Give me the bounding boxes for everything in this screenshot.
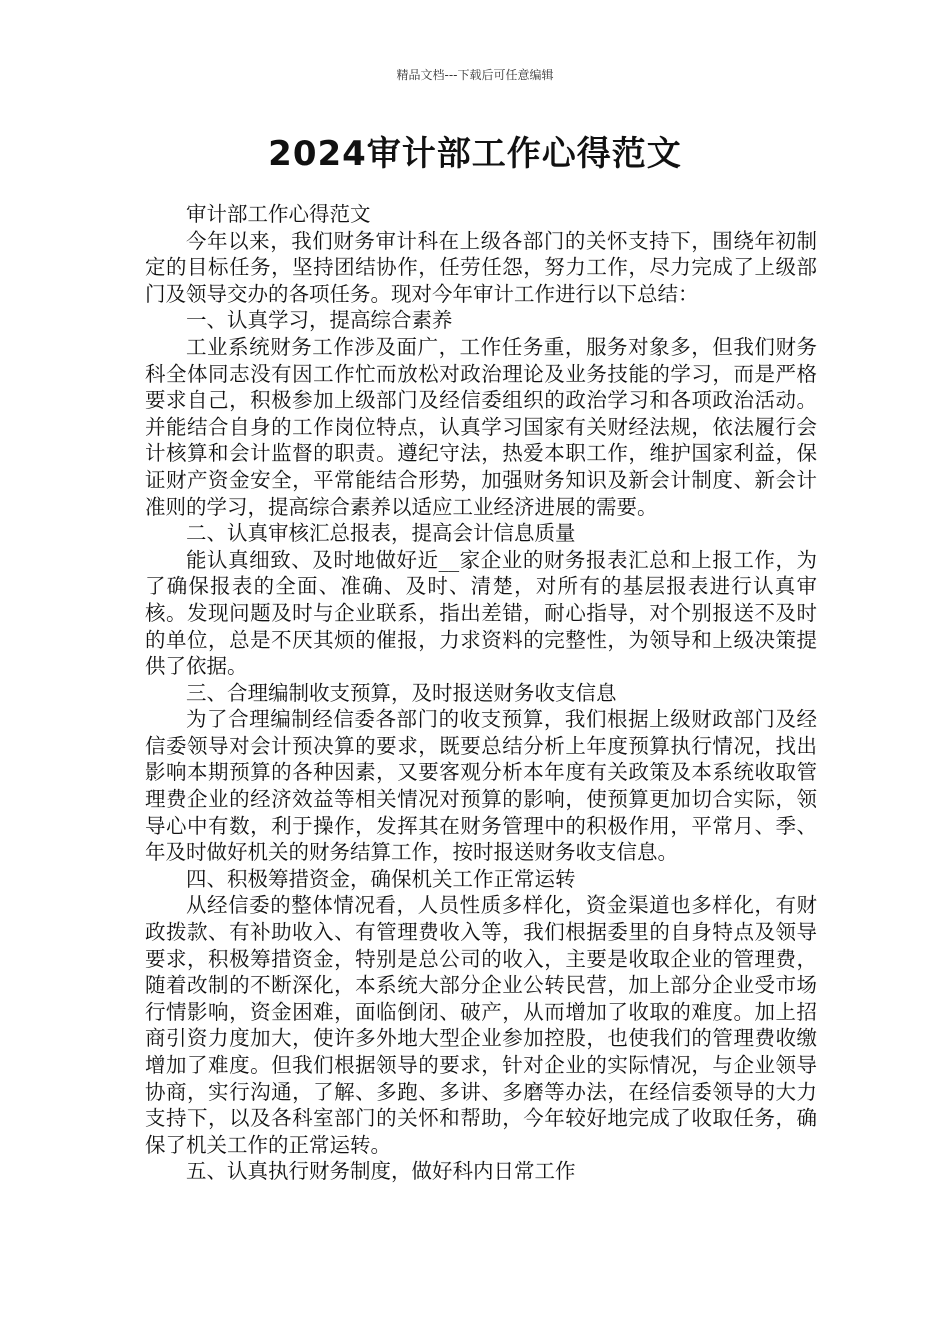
section-heading-5: 五、认真执行财务制度，做好科内日常工作: [186, 1159, 576, 1184]
page-title: 2024审计部工作心得范文: [268, 134, 682, 174]
paragraph-section-2: 能认真细致、及时地做好近__家企业的财务报表汇总和上报工作，为了确保报表的全面、准确、及时、清楚，对所有的基层报表进行认真审核。发现问题及时与企业联系，指出差错，耐心指导，对个别报送不及时的单位，总是不厌其烦的催报，力求资料的完整性，为领导和上级决策提供了依据。: [145, 547, 817, 679]
paragraph-section-4: 从经信委的整体情况看，人员性质多样化，资金渠道也多样化，有财政拨款、有补助收入、有管理费收入等，我们根据委里的自身特点及领导要求，积极筹措资金，特别是总公司的收入，主要是收取企业的管理费，随着改制的不断深化，本系统大部分企业公转民营，加上部分企业受市场行情影响，资金困难，面临倒闭、破产，从而增加了收取的难度。加上招商引资力度加大，使许多外地大型企业参加控股，也使我们的管理费收缴增加了难度。但我们根据领导的要求，针对企业的实际情况，与企业领导协商，实行沟通，了解、多跑、多讲、多磨等办法，在经信委领导的大力支持下，以及各科室部门的关怀和帮助，今年较好地完成了收取任务，确保了机关工作的正常运转。: [145, 893, 817, 1157]
document-body: [145, 201, 817, 1185]
section-heading-3: 三、合理编制收支预算，及时报送财务收支信息: [186, 680, 617, 705]
section-heading-4: 四、积极筹措资金，确保机关工作正常运转: [186, 866, 576, 891]
paragraph-section-3: 为了合理编制经信委各部门的收支预算，我们根据上级财政部门及经信委领导对会计预决算的要求，既要总结分析上年度预算执行情况，找出影响本期预算的各种因素，又要客观分析本年度有关政策及本系统收取管理费企业的经济效益等相关情况对预算的影响，使预算更加切合实际，领导心中有数，利于操作，发挥其在财务管理中的积极作用，平常月、季、年及时做好机关的财务结算工作，按时报送财务收支信息。: [145, 707, 817, 865]
section-heading-2: 二、认真审核汇总报表，提高会计信息质量: [186, 521, 576, 546]
section-heading-1: 一、认真学习，提高综合素养: [186, 308, 453, 333]
paragraph-section-1: 工业系统财务工作涉及面广，工作任务重，服务对象多，但我们财务科全体同志没有因工作忙而放松对政治理论及业务技能的学习，而是严格要求自己，积极参加上级部门及经信委组织的政治学习和各项政治活动。并能结合自身的工作岗位特点，认真学习国家有关财经法规，依法履行会计核算和会计监督的职责。遵纪守法，热爱本职工作，维护国家利益，保证财产资金安全，平常能结合形势，加强财务知识及新会计制度、新会计准则的学习，提高综合素养以适应工业经济进展的需要。: [145, 334, 817, 519]
paragraph-intro: 今年以来，我们财务审计科在上级各部门的关怀支持下，围绕年初制定的目标任务，坚持团结协作，任劳任怨，努力工作，尽力完成了上级部门及领导交办的各项任务。现对今年审计工作进行以下总结：: [145, 228, 817, 306]
header-note: 精品文档---下载后可任意编辑: [396, 68, 554, 82]
paragraph-subtitle: 审计部工作心得范文: [186, 202, 371, 226]
